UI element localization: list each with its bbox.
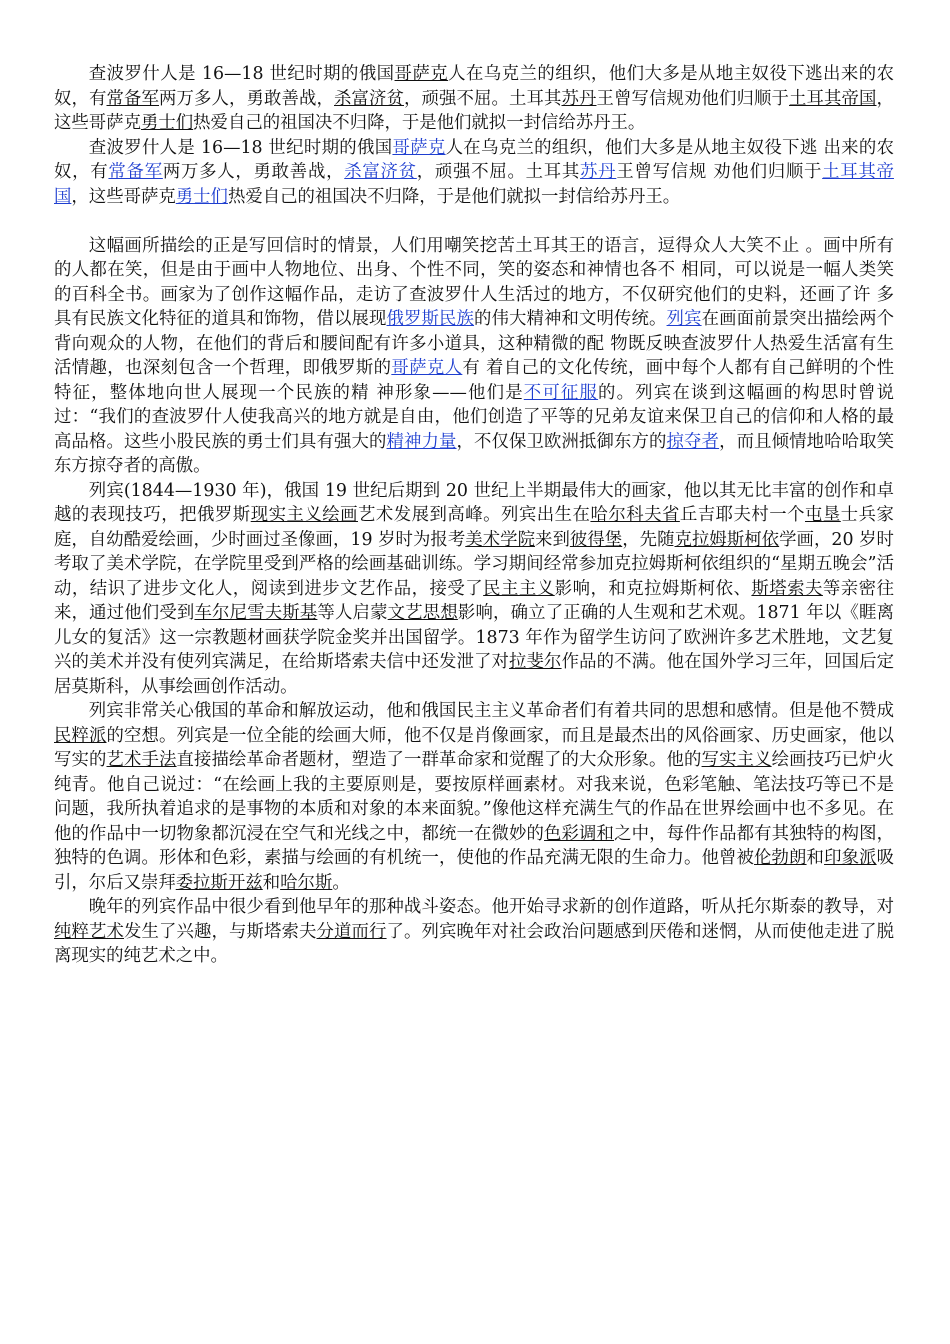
- hyperlink[interactable]: 现实主义绘画: [250, 505, 358, 525]
- paragraph-text: ，不仅保卫欧洲抵御东方的: [456, 431, 667, 452]
- hyperlink[interactable]: 民粹派: [54, 725, 107, 746]
- hyperlink[interactable]: 列宾: [666, 309, 702, 329]
- paragraph-text: 等人启蒙: [317, 603, 388, 623]
- paragraph-text: ，顽强不屈。土耳其: [416, 162, 581, 182]
- hyperlink[interactable]: 哈尔斯: [280, 872, 333, 893]
- hyperlink[interactable]: 艺术手法: [106, 750, 177, 770]
- hyperlink[interactable]: 常备军: [106, 88, 159, 109]
- paragraph-text: 的。列宾在谈到这幅画的构思时曾说过：“我们的查波罗什人使我高兴的地方就是自由，他们创造了平等的兄弟友谊来保卫自己的信仰和人格的最高品格。这些小股民族的勇士们具有强大的: [54, 382, 894, 452]
- paragraph-text: 在画面前景突出描绘两个背向观众的人物，在他们的背后和腰间配有许多小道具，这种精微的配 物既反映查波罗什人热爱生活富有生活情趣，也深刻包含一个哲理，即俄罗斯的: [54, 309, 894, 378]
- paragraph: [54, 234, 894, 479]
- paragraph: [54, 699, 894, 895]
- paragraph-text: 人在乌克兰的组织，他们大多是从地主奴役下逃出来的农奴，有: [54, 64, 894, 109]
- paragraph-text: 两万多人，勇敢善战，: [162, 162, 345, 182]
- blank-line: [54, 209, 894, 234]
- paragraph: [54, 479, 894, 700]
- paragraph-text: 影响，确立了正确的人生观和艺术观。1871 年以《睚离儿女的复活》这一宗教题材画获学院金奖并出国留学。1873 年作为留学生访问了欧洲许多艺术胜地，文艺复兴的美术并没有使列宾满足，在给斯塔索夫信中还发泄了对: [54, 603, 894, 672]
- paragraph-text: 查波罗什人是 16—18 世纪时期的俄国: [88, 137, 393, 158]
- paragraph: [54, 136, 894, 210]
- paragraph-text: 之中，每件作品都有其独特的构图，独特的色调。形体和色彩，素描与绘画的有机统一，使他的作品充满无限的生命力。他曾被: [54, 823, 894, 868]
- hyperlink[interactable]: 哥萨克: [394, 64, 449, 84]
- paragraph-text: 丘吉耶夫村一个: [679, 505, 806, 525]
- paragraph-text: 王曾写信规劝他们归顺于: [596, 88, 789, 109]
- hyperlink[interactable]: 美术学院: [465, 529, 536, 550]
- paragraph-text: 影响，和克拉姆斯柯依、: [554, 578, 752, 599]
- hyperlink[interactable]: 伦勃朗: [754, 848, 807, 868]
- hyperlink[interactable]: 哥萨克: [392, 137, 446, 158]
- paragraph-text: 来到: [535, 529, 570, 550]
- hyperlink[interactable]: 精神力量: [386, 431, 457, 452]
- document-body: [54, 62, 894, 969]
- paragraph-text: ，先随: [622, 529, 675, 550]
- paragraph-text: 列宾非常关心俄国的革命和解放运动，他和俄国民主主义革命者们有着共同的思想和感情。但是他不赞成: [88, 701, 894, 721]
- hyperlink[interactable]: 不可征服: [523, 382, 599, 403]
- paragraph-text: 两万多人，勇敢善战，: [159, 88, 334, 109]
- paragraph: [54, 62, 894, 136]
- hyperlink[interactable]: 勇士们: [140, 113, 194, 133]
- paragraph-text: ，顽强不屈。土耳其: [404, 88, 562, 109]
- paragraph-text: 作品的不满。他在国外学习三年，回国后定居莫斯科，从事绘画创作活动。: [54, 652, 894, 697]
- hyperlink[interactable]: 杀富济贫: [334, 88, 404, 109]
- hyperlink[interactable]: 彼得堡: [569, 529, 623, 550]
- paragraph-text: 了。列宾晚年对社会政治问题感到厌倦和迷惘，从而使他走进了脱离现实的纯艺术之中。: [54, 921, 894, 966]
- hyperlink[interactable]: 俄罗斯民族: [386, 309, 475, 329]
- paragraph-text: 艺术发展到高峰。列宾出生在: [357, 505, 591, 525]
- paragraph-text: 这幅画所描绘的正是写回信时的情景，人们用嘲笑挖苦土耳其王的语言，逗得众人大笑不止 。画中所有的人都在笑，但是由于画中人物地位、出身、个性不同，笑的姿态和神情也各不 相同，可以说是一幅人类笑的百科全书。画家为了创作这幅作品，走访了查波罗什人生活过的地方，不仅研究他们的史料，还画了许 多具有民族文化特征的道具和饰物，借以展现: [54, 235, 894, 329]
- hyperlink[interactable]: 常备军: [108, 162, 163, 182]
- paragraph-text: 王曾写信规 劝他们归顺于: [616, 162, 823, 182]
- paragraph-text: 。: [332, 872, 350, 893]
- hyperlink[interactable]: 土耳其帝国: [54, 162, 894, 207]
- hyperlink[interactable]: 苏丹: [580, 162, 617, 182]
- hyperlink[interactable]: 拉斐尔: [509, 652, 562, 672]
- hyperlink[interactable]: 掠夺者: [666, 431, 720, 452]
- hyperlink[interactable]: 民主主义: [483, 578, 555, 599]
- hyperlink[interactable]: 委拉斯开兹: [175, 872, 263, 893]
- hyperlink[interactable]: 克拉姆斯柯依: [674, 529, 780, 550]
- hyperlink[interactable]: 色彩调和: [544, 823, 615, 844]
- paragraph-text: 晚年的列宾作品中很少看到他早年的那种战斗姿态。他开始寻求新的创作道路，听从托尔斯泰的教导，对: [88, 897, 894, 917]
- hyperlink[interactable]: 屯垦: [805, 505, 841, 525]
- paragraph-text: 士兵家庭，自幼酷爱绘画，少时画过圣像画，19 岁时为报考: [54, 505, 894, 550]
- paragraph-text: 等亲密往来，通过他们受到: [54, 578, 894, 623]
- paragraph-text: ，这些哥萨克: [71, 186, 176, 207]
- paragraph-text: 热爱自己的祖国决不归降，于是他们就拟一封信给苏丹王。: [227, 186, 681, 207]
- paragraph-text: ，而且倾情地哈哈取笑东方掠夺者的高傲。: [54, 431, 894, 476]
- hyperlink[interactable]: 勇士们: [175, 186, 228, 207]
- paragraph-text: 人在乌克兰的组织，他们大多是从地主奴役下逃 出来的农奴，有: [54, 137, 894, 182]
- paragraph-text: 发生了兴趣，与斯塔索夫: [124, 921, 317, 942]
- hyperlink[interactable]: 土耳其帝国: [789, 88, 877, 109]
- paragraph: [54, 895, 894, 969]
- paragraph-text: ，这些哥萨克: [54, 88, 894, 133]
- hyperlink[interactable]: 哥萨克人: [391, 358, 463, 378]
- paragraph-text: 绘画技巧已炉火纯青。他自己说过：“在绘画上我的主要原则是，要按原样画素材。对我来说，色彩笔触、笔法技巧等已不是问题，我所执着追求的是事物的本质和对象的本来面貌。”像他这样充满生气的作品在世界绘画中也不多见。在他的作品中一切物象都沉浸在空气和光线之中，都统一在微妙的: [54, 750, 894, 844]
- paragraph-text: 热爱自己的祖国决不归降，于是他们就拟一封信给苏丹王。: [193, 113, 646, 133]
- hyperlink[interactable]: 车尔尼雪夫斯基: [194, 603, 318, 623]
- hyperlink[interactable]: 哈尔科夫省: [590, 505, 680, 525]
- paragraph-text: 的空想。列宾是一位全能的绘画大师，他不仅是肖像画家，而且是最杰出的风俗画家、历史画家，他以写实的: [54, 725, 894, 770]
- paragraph-text: 和: [262, 872, 281, 893]
- paragraph-text: 和: [806, 848, 825, 868]
- hyperlink[interactable]: 文艺思想: [387, 603, 458, 623]
- paragraph-text: 查波罗什人是 16—18 世纪时期的俄国: [88, 64, 395, 84]
- hyperlink[interactable]: 印象派: [824, 848, 877, 868]
- hyperlink[interactable]: 分道而行: [316, 921, 387, 942]
- paragraph-text: 吸引，尔后又崇拜: [54, 848, 894, 893]
- paragraph-text: 有 着自己的文化传统，画中每个人都有自己鲜明的个性特征，整体地向世人展现一个民族的精 神形象——他们是: [54, 358, 894, 403]
- paragraph-text: 列宾(1844—1930 年)，俄国 19 世纪后期到 20 世纪上半期最伟大的画家，他以其无比丰富的创作和卓越的表现技巧，把俄罗斯: [54, 480, 894, 525]
- paragraph-text: 学画，20 岁时考取了美术学院，在学院里受到严格的绘画基础训练。学习期间经常参加克拉姆斯柯依组织的“星期五晚会”活动，结识了进步文化人，阅读到进步文艺作品，接受了: [54, 529, 894, 599]
- hyperlink[interactable]: 纯粹艺术: [54, 921, 125, 942]
- paragraph-text: 直接描绘革命者题材，塑造了一群革命家和觉醒了的大众形象。他的: [176, 750, 702, 770]
- hyperlink[interactable]: 斯塔索夫: [751, 578, 823, 599]
- hyperlink[interactable]: 苏丹: [561, 88, 597, 109]
- paragraph-text: 的伟大精神和文明传统。: [474, 309, 667, 329]
- hyperlink[interactable]: 杀富济贫: [344, 162, 417, 182]
- hyperlink[interactable]: 写实主义: [701, 750, 772, 770]
